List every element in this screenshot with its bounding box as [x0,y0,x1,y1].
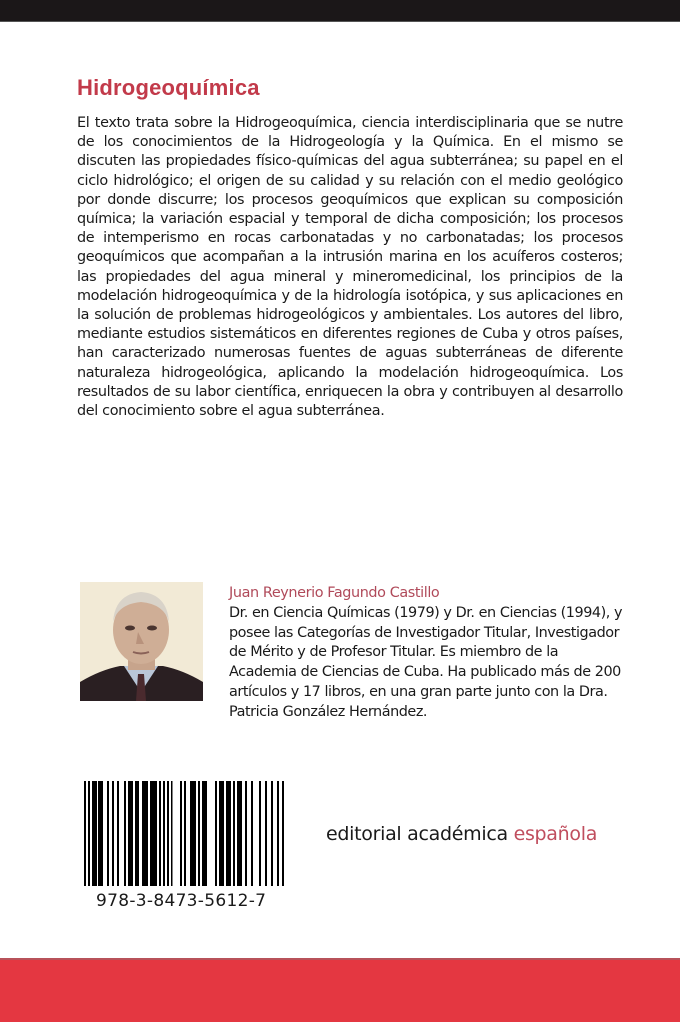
author-photo [80,582,203,701]
author-block [229,584,629,723]
top-band [0,0,680,22]
author-bio: Dr. en Ciencia Químicas (1979) y Dr. en Ciencias (1994), y posee las Categorías de Investigador Titular, Investigador de Mérito y de Profesor Titular. Es miembro de la Academia de Ciencias de Cuba. Ha publicado más de 200 artículos y 17 libros, en una gran parte junto con la Dra. Patricia González Hernández. [229,604,623,720]
publisher-logo [326,823,597,845]
book-description: El texto trata sobre la Hidrogeoquímica, ciencia interdisciplinaria que se nutre de los conocimientos de la Hidrogeología y la Química. En el mismo se discuten las propiedades físico-químicas del agua subterránea; su papel en el ciclo hidrológico; el origen de su calidad y su relación con el medio geológico por donde discurre; los procesos geoquímicos que explican su composición química; la variación espacial y temporal de dicha composición; los procesos de intemperismo en rocas carbonatadas y no carbonatadas; los procesos geoquímicos que acompañan a la intrusión marina en los acuíferos costeros; las propiedades del agua mineral y mineromedicinal, los principios de la modelación hidrogeoquímica y de la hidrología isotópica, y sus aplicaciones en la solución de problemas hidrogeológicos y ambientales. Los autores del libro, mediante estudios sistemáticos en diferentes regiones de Cuba y otros países, han caracterizado numerosas fuentes de aguas subterráneas de diferente naturaleza hidrogeológica, aplicando la modelación hidrogeoquímica. Los resultados de su labor científica, enriquecen la obra y contribuyen al desarrollo del conocimiento sobre el agua subterránea. [77,115,623,420]
publisher-name-main: editorial académica [326,823,514,845]
barcode-icon [84,781,286,886]
book-title: Hidrogeoquímica [77,75,260,100]
isbn-number: 978-3-8473-5612-7 [96,891,267,911]
publisher-name-accent: española [513,823,598,845]
author-portrait-icon [80,582,203,701]
author-name: Juan Reynerio Fagundo Castillo [229,585,440,601]
bottom-band [0,958,680,1022]
